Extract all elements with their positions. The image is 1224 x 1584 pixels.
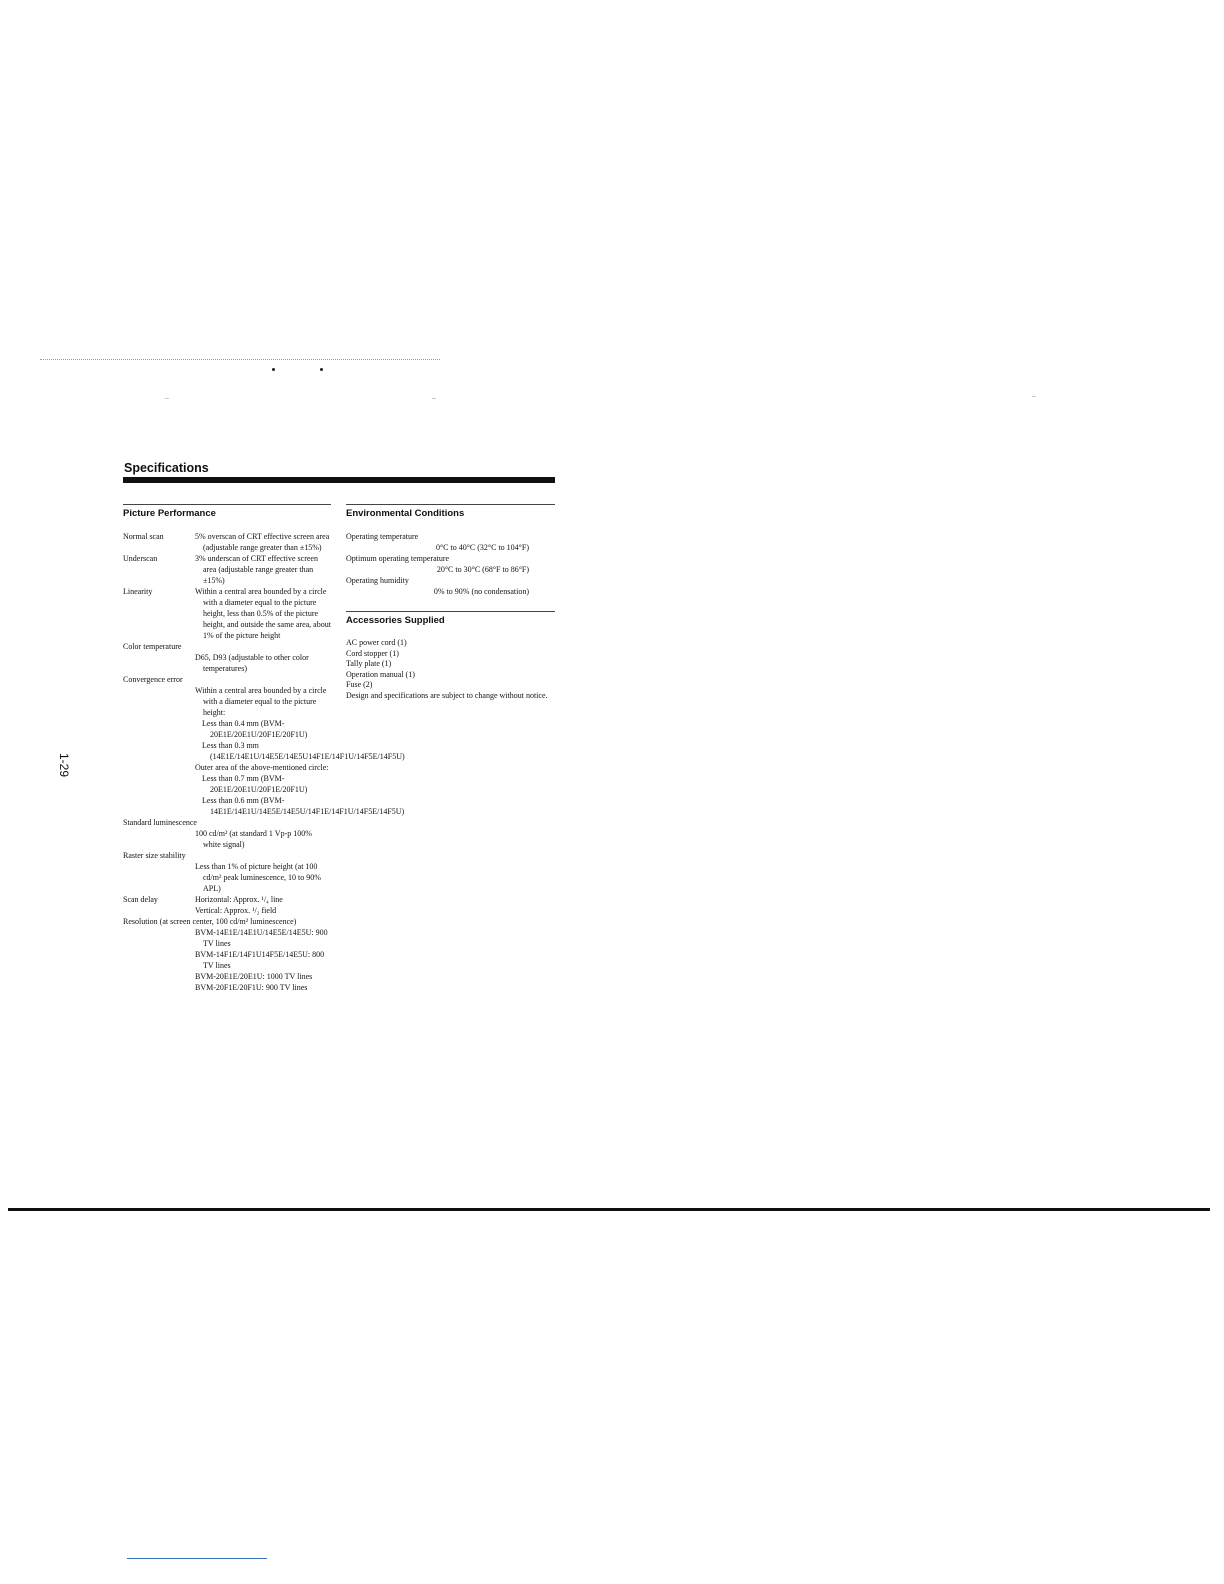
env-value: 0°C to 40°C (32°C to 104°F) bbox=[435, 543, 529, 552]
accessories-supplied-section bbox=[346, 611, 555, 702]
spec-scan-delay bbox=[123, 894, 331, 916]
scan-artifact-speck bbox=[432, 398, 436, 399]
footer-link-line bbox=[127, 1558, 267, 1559]
spec-value-group bbox=[195, 894, 283, 916]
accessory-list bbox=[346, 638, 555, 702]
scan-artifact-dot bbox=[320, 368, 323, 371]
spec-label: Color temperature bbox=[123, 642, 182, 651]
right-column bbox=[346, 504, 555, 702]
spec-value: D65, D93 (adjustable to other color temperatures) bbox=[195, 653, 309, 673]
section-title: Picture Performance bbox=[123, 508, 216, 519]
spec-value: 3% underscan of CRT effective screen area (adjustable range greater than ±15%) bbox=[195, 554, 318, 585]
spec-value: 100 cd/m² (at standard 1 Vp-p 100% white signal) bbox=[195, 829, 312, 849]
spec-label: Raster size stability bbox=[123, 851, 186, 860]
section-title: Environmental Conditions bbox=[346, 508, 465, 519]
spec-label: Scan delay bbox=[123, 895, 158, 904]
section-rule bbox=[346, 504, 555, 505]
spec-value: Horizontal: Approx. ¹/₄ line bbox=[195, 895, 283, 904]
spec-value: BVM-14E1E/14E1U/14E5E/14E5U: 900 TV lines bbox=[195, 928, 328, 948]
spec-value: Less than 0.7 mm (BVM-20E1E/20E1U/20F1E/20F1U) bbox=[202, 774, 308, 794]
spec-value: Less than 1% of picture height (at 100 cd/m² peak luminescence, 10 to 90% APL) bbox=[195, 862, 321, 893]
spec-label: Resolution (at screen center, 100 cd/m² luminescence) bbox=[123, 917, 297, 926]
scan-artifact-speck bbox=[1032, 396, 1036, 397]
spec-resolution bbox=[123, 916, 331, 993]
spec-label: Normal scan bbox=[123, 532, 164, 541]
section-rule bbox=[346, 611, 555, 612]
env-value: 0% to 90% (no condensation) bbox=[433, 587, 529, 596]
spec-value: Outer area of the above-mentioned circle: bbox=[195, 763, 329, 772]
section-title: Accessories Supplied bbox=[346, 615, 445, 626]
page-number: 1-29 bbox=[57, 752, 71, 778]
env-label: Operating humidity bbox=[346, 576, 409, 585]
spec-value: Less than 0.6 mm (BVM-14E1E/14E1U/14E5E/14E5U/14F1E/14F1U/14F5E/14F5U) bbox=[202, 796, 405, 816]
scan-artifact-speck bbox=[165, 398, 169, 399]
env-label: Operating temperature bbox=[346, 532, 419, 541]
spec-label: Linearity bbox=[123, 587, 153, 596]
spec-value: Within a central area bounded by a circle with a diameter equal to the picture height, less than 0.5% of the picture height, and outside the same area, about 1% of the picture height bbox=[195, 587, 331, 640]
accessory-item: Fuse (2) bbox=[346, 680, 373, 690]
accessory-item: AC power cord (1) bbox=[346, 638, 407, 647]
design-note: Design and specifications are subject to change without notice. bbox=[346, 690, 548, 700]
title-rule bbox=[123, 477, 555, 483]
accessory-item: Operation manual (1) bbox=[346, 669, 415, 679]
accessory-item: Cord stopper (1) bbox=[346, 648, 399, 658]
accessory-item: Tally plate (1) bbox=[346, 659, 392, 669]
spec-linearity bbox=[123, 586, 331, 641]
scan-artifact-dot bbox=[272, 368, 275, 371]
spec-value: Less than 0.4 mm (BVM-20E1E/20E1U/20F1E/20F1U) bbox=[202, 719, 308, 739]
spec-value: BVM-20F1E/20F1U: 900 TV lines bbox=[195, 983, 308, 992]
spec-standard-luminescence bbox=[123, 817, 331, 850]
env-label: Optimum operating temperature bbox=[346, 554, 450, 563]
spec-value: 5% overscan of CRT effective screen area (adjustable range greater than ±15%) bbox=[195, 532, 330, 552]
spec-value: Within a central area bounded by a circle with a diameter equal to the picture height: bbox=[195, 686, 327, 717]
env-value: 20°C to 30°C (68°F to 86°F) bbox=[436, 565, 529, 574]
spec-value: BVM-20E1E/20E1U: 1000 TV lines bbox=[195, 972, 313, 981]
spec-label: Underscan bbox=[123, 554, 158, 563]
scan-artifact-line bbox=[40, 359, 440, 360]
environmental-conditions-section bbox=[346, 504, 555, 597]
bottom-rule bbox=[8, 1208, 1210, 1211]
spec-value: BVM-14F1E/14F1U14F5E/14E5U: 800 TV lines bbox=[195, 950, 325, 970]
spec-color-temperature bbox=[123, 641, 331, 674]
spec-label: Standard luminescence bbox=[123, 818, 197, 827]
spec-value: Less than 0.3 mm (14E1E/14E1U/14E5E/14E5U14F1E/14F1U/14F5E/14F5U) bbox=[202, 741, 405, 761]
spec-value: Vertical: Approx. ¹/₂ field bbox=[195, 906, 277, 915]
section-rule bbox=[123, 504, 331, 505]
page-title: Specifications bbox=[124, 461, 209, 475]
spec-label: Convergence error bbox=[123, 675, 183, 684]
spec-underscan bbox=[123, 553, 331, 586]
spec-normal-scan bbox=[123, 531, 331, 553]
spec-raster-size-stability bbox=[123, 850, 331, 894]
